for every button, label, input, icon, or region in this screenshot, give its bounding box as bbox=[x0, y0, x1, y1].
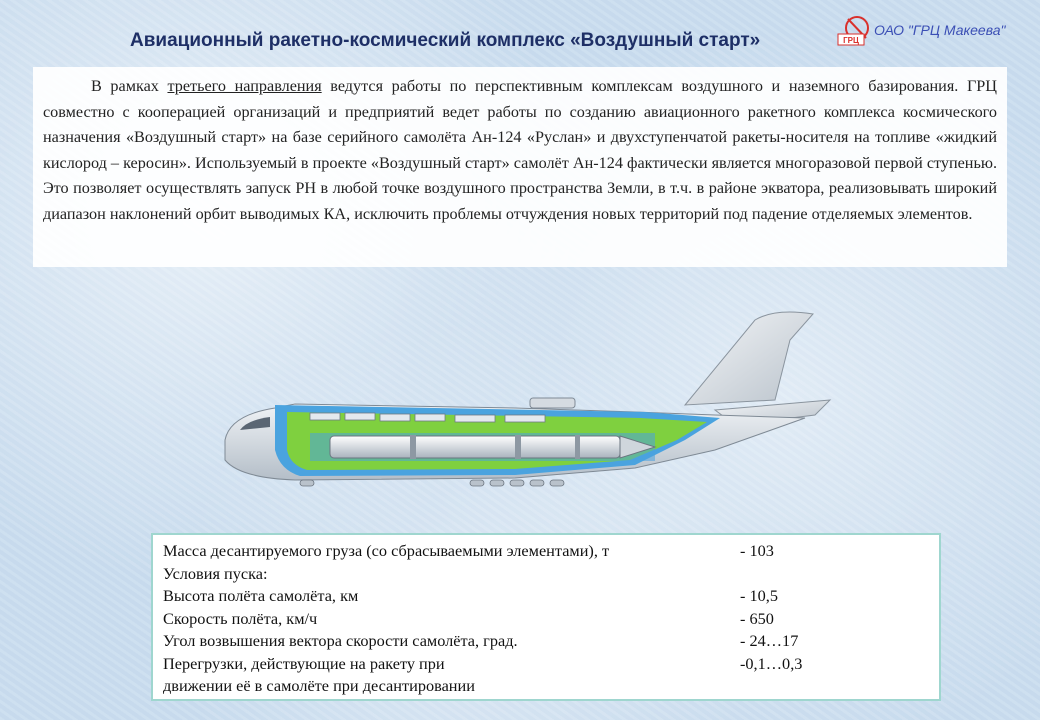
spec-label: движении её в самолёте при десантировании bbox=[163, 676, 475, 695]
spec-row bbox=[163, 653, 939, 676]
spec-label: Условия пуска: bbox=[163, 563, 268, 583]
spec-value: - 103 bbox=[740, 541, 774, 560]
org-logo bbox=[836, 14, 1036, 50]
page-title: Авиационный ракетно-космический комплекс «Воздушный старт» bbox=[130, 30, 761, 51]
org-name: ОАО "ГРЦ Макеева" bbox=[874, 22, 1006, 38]
specs-table bbox=[151, 533, 941, 701]
spec-value: - 24…17 bbox=[740, 631, 799, 650]
spec-row bbox=[163, 630, 939, 653]
spec-label: Скорость полёта, км/ч bbox=[163, 608, 318, 628]
spec-row bbox=[163, 608, 939, 631]
spec-row bbox=[163, 540, 939, 563]
spec-row bbox=[163, 563, 939, 586]
grc-makeev-logo-icon bbox=[836, 14, 874, 48]
direction-link[interactable]: третьего направления bbox=[167, 77, 322, 95]
spec-label: Перегрузки, действующие на ракету при bbox=[163, 653, 445, 673]
intro-paragraph bbox=[43, 74, 997, 227]
spec-row bbox=[163, 675, 939, 698]
svg-text:ГРЦ: ГРЦ bbox=[843, 36, 859, 45]
spec-row bbox=[163, 585, 939, 608]
spec-label: Угол возвышения вектора скорости самолёта, град. bbox=[163, 631, 518, 650]
an-124-cutaway-diagram-icon bbox=[215, 300, 835, 500]
spec-value: - 650 bbox=[740, 608, 774, 628]
intro-text-rest: ведутся работы по перспективным комплексам воздушного и наземного базирования. ГРЦ совместно с кооперацией организаций и предприятий ведет работы по созданию авиационного ракетного комплекса космического назначения «Воздушный старт» на базе серийного самолёта Ан-124 «Руслан» и двухступенчатой ракеты-носителя на топливе «жидкий кислород – керосин». Используемый в проекте «Воздушный старт» самолёт Ан-124 фактически является многоразовой первой ступенью. Это позволяет осуществлять запуск РН в любой точке воздушного пространства Земли, в т.ч. в районе экватора, реализовывать широкий диапазон наклонений орбит выводимых КА, исключить проблемы отчуждения новых территорий под падение отделяемых элементов. bbox=[43, 77, 997, 223]
spec-label: Высота полёта самолёта, км bbox=[163, 586, 359, 605]
spec-value: - 10,5 bbox=[740, 586, 778, 605]
intro-text-start: В рамках bbox=[91, 77, 168, 95]
spec-label: Масса десантируемого груза (со сбрасываемыми элементами), т bbox=[163, 541, 610, 560]
spec-value: -0,1…0,3 bbox=[740, 653, 803, 673]
intro-text-box bbox=[33, 67, 1007, 267]
